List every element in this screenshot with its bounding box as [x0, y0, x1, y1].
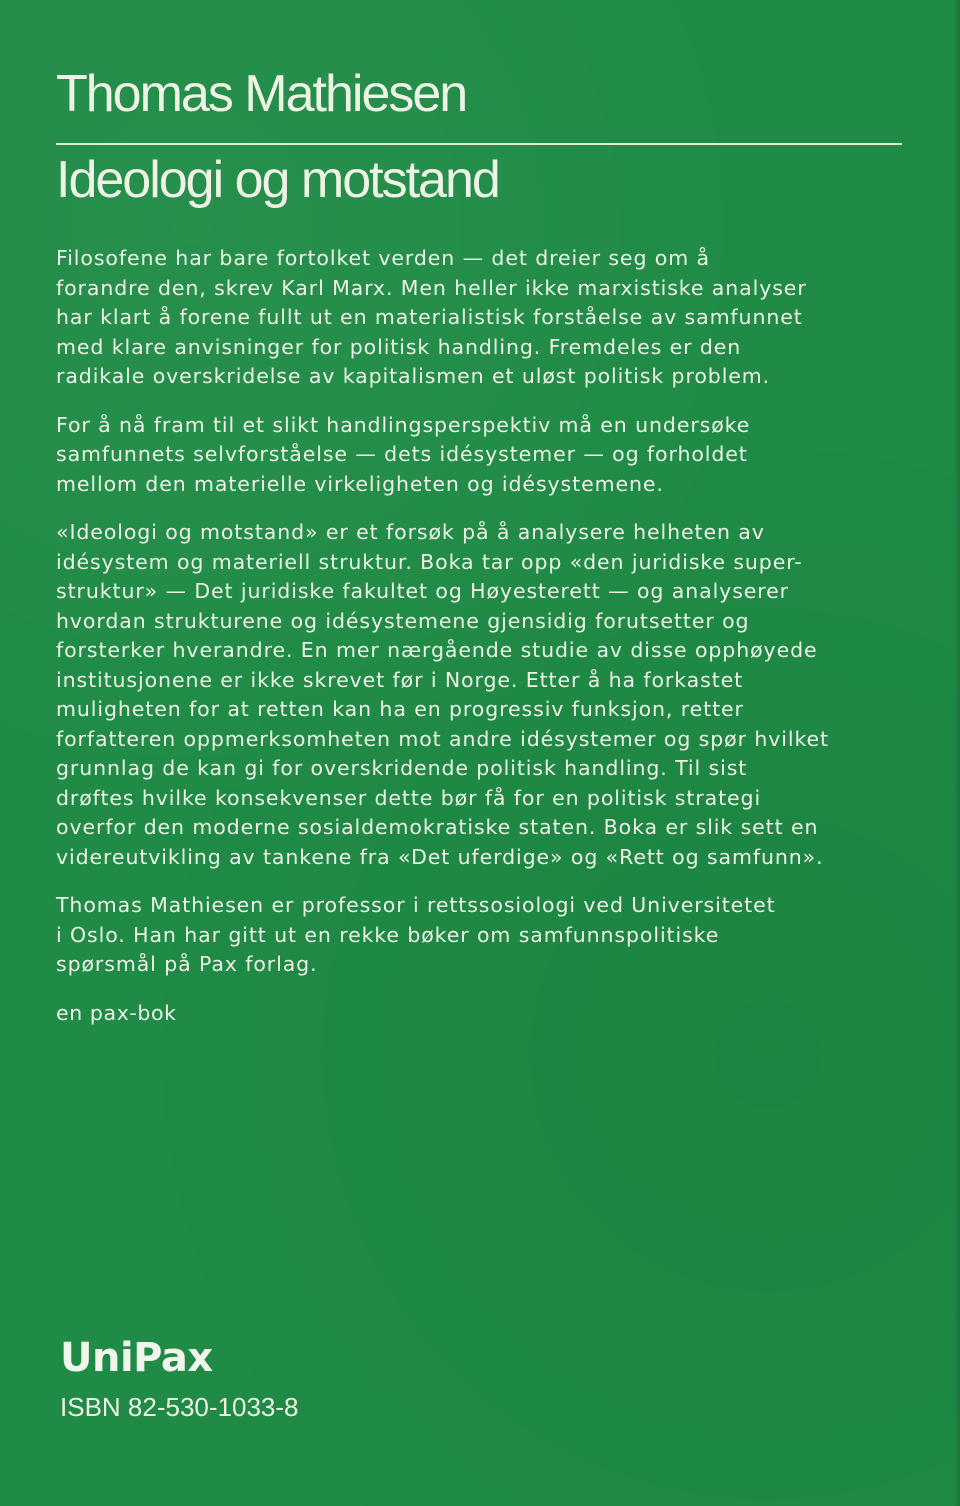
- blurb-text: [56, 244, 916, 1028]
- text-line: spørsmål på Pax forlag.: [56, 952, 318, 976]
- text-line: idésystem og materiell struktur. Boka tar opp «den juridiske super-: [56, 549, 803, 574]
- text-line: i Oslo. Han har gitt ut en rekke bøker om samfunnspolitiske: [56, 922, 720, 947]
- text-line: For å nå fram til et slikt handlingsperspektiv må en undersøke: [56, 412, 751, 437]
- text-line: med klare anvisninger for politisk handling. Fremdeles er den: [56, 334, 742, 359]
- text-line: struktur» — Det juridiske fakultet og Høyesterett — og analyserer: [56, 579, 790, 603]
- text-line: muligheten for at retten kan ha en progressiv funksjon, retter: [56, 697, 744, 721]
- text-line: forfatteren oppmerksomheten mot andre idésystemer og spør hvilket: [56, 726, 829, 751]
- author-bio: [56, 891, 916, 980]
- blurb-paragraph-1: [56, 244, 916, 392]
- text-line: videreutvikling av tankene fra «Det uferdige» og «Rett og samfunn».: [56, 844, 824, 869]
- text-line: Filosofene har bare fortolket verden — det dreier seg om å: [56, 246, 710, 270]
- text-line: hvordan strukturene og idésystemene gjensidig forutsetter og: [56, 608, 750, 633]
- blurb-paragraph-3: [56, 518, 916, 872]
- isbn-number: ISBN 82-530-1033-8: [60, 1392, 299, 1422]
- blurb-paragraph-2: [56, 411, 916, 500]
- text-line: grunnlag de kan gi for overskridende politisk handling. Til sist: [56, 756, 748, 780]
- text-line: drøftes hvilke konsekvenser dette bør få for en politisk strategi: [56, 785, 762, 810]
- text-line: mellom den materielle virkeligheten og idésystemene.: [56, 471, 664, 496]
- series-tagline: en pax-bok: [56, 1000, 177, 1025]
- text-line: institusjonene er ikke skrevet før i Norge. Etter å ha forkastet: [56, 667, 744, 692]
- text-line: har klart å forene fullt ut en materialistisk forståelse av samfunnet: [56, 305, 803, 329]
- text-line: forsterker hverandre. En mer nærgående studie av disse opphøyede: [56, 638, 818, 662]
- title-divider: [56, 143, 902, 145]
- text-line: «Ideologi og motstand» er et forsøk på å analysere helheten av: [56, 520, 765, 544]
- text-line: overfor den moderne sosialdemokratiske staten. Boka er slik sett en: [56, 815, 819, 839]
- publisher-logo: UniPax: [60, 1335, 213, 1381]
- text-line: samfunnets selvforståelse — dets idésystemer — og forholdet: [56, 442, 748, 466]
- book-title: Ideologi og motstand: [56, 151, 499, 209]
- text-line: forandre den, skrev Karl Marx. Men heller ikke marxistiske analyser: [56, 275, 807, 300]
- author-name: Thomas Mathiesen: [56, 65, 467, 123]
- text-line: radikale overskridelse av kapitalismen et uløst politisk problem.: [56, 364, 771, 388]
- text-line: Thomas Mathiesen er professor i rettssosiologi ved Universitetet: [56, 893, 776, 917]
- cover-edge: [954, 0, 960, 1506]
